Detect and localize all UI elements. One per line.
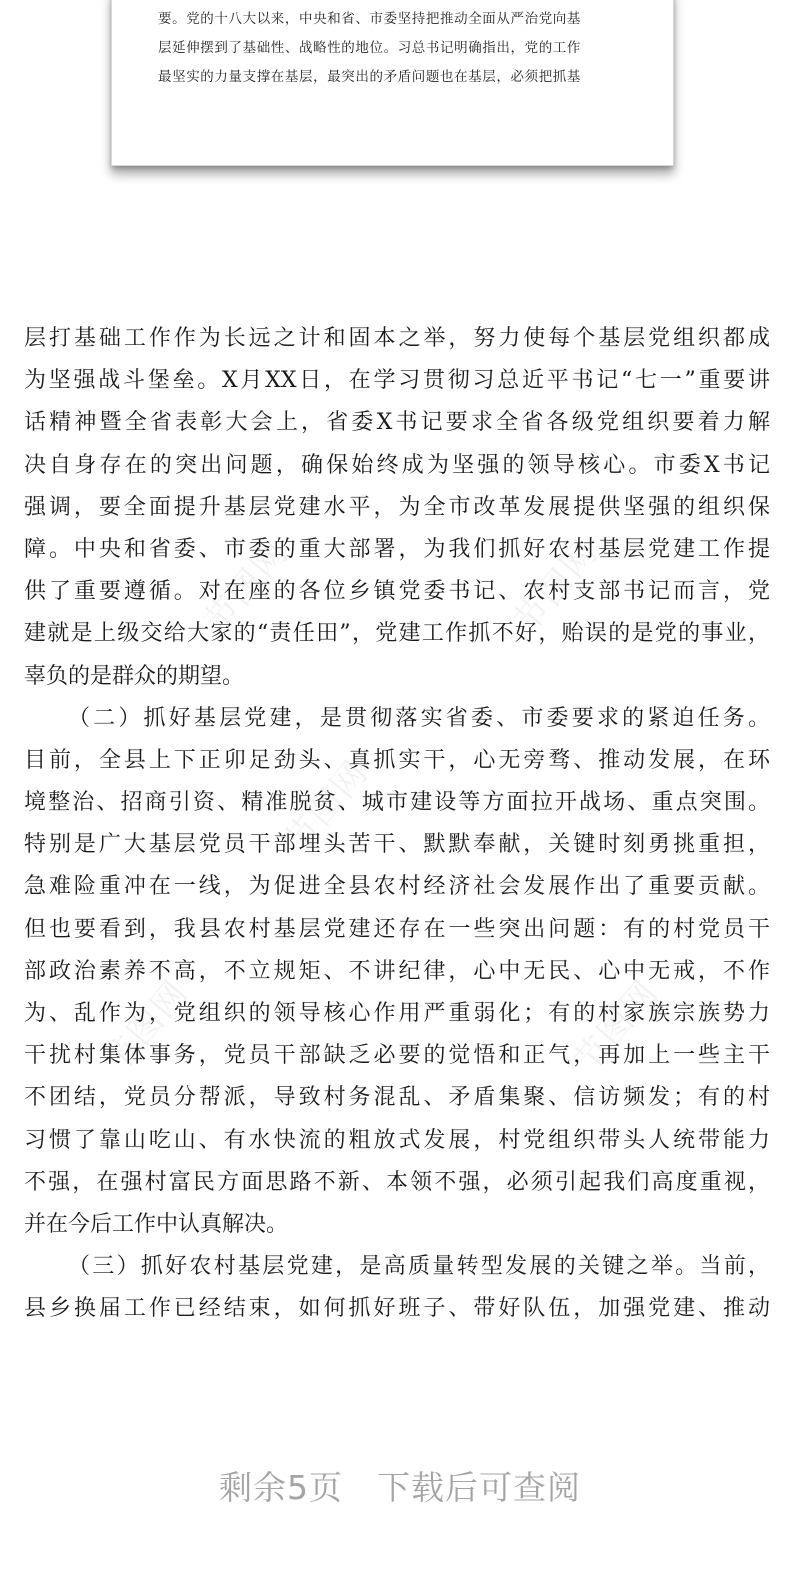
watermark: 节图网 — [96, 972, 197, 1081]
preview-page-card — [111, 0, 674, 166]
document-body — [24, 318, 770, 1331]
text-line: 辜负的是群众的期望。 — [24, 663, 245, 689]
watermark: 节图网 — [276, 752, 377, 861]
download-prompt[interactable] — [0, 1462, 800, 1509]
section-heading-line: （二）抓好基层党建，是贯彻落实省委、市委要求的紧迫任务。 — [68, 705, 770, 731]
remaining-pages-label: 剩余5页 — [219, 1468, 343, 1507]
preview-line: 要。党的十八大以来，中央和省、市委坚持把推动全面从严治党向基 — [158, 11, 581, 27]
watermark: 节图网 — [506, 532, 607, 641]
text-line: 但也要看到，我县农村基层党建还存在一些突出问题：有的村党员干 — [24, 916, 770, 942]
text-line: 决自身存在的突出问题，确保始终成为坚强的领导核心。市委X书记 — [24, 452, 770, 478]
text-line: 境整治、招商引资、精准脱贫、城市建设等方面拉开战场、重点突围。 — [24, 790, 770, 816]
text-line: 不团结，党员分帮派，导致村务混乱、矛盾集聚、信访频发；有的村 — [24, 1085, 770, 1111]
text-line: 不强，在强村富民方面思路不新、本领不强，必须引起我们高度重视， — [24, 1169, 770, 1195]
text-line: 县乡换届工作已经结束，如何抓好班子、带好队伍，加强党建、推动 — [24, 1296, 770, 1322]
preview-line: 最坚实的力量支撑在基层，最突出的矛盾问题也在基层，必须把抓基 — [158, 69, 581, 85]
text-line: 障。中央和省委、市委的重大部署，为我们抓好农村基层党建工作提 — [24, 536, 770, 562]
text-line: 习惯了靠山吃山、有水快流的粗放式发展，村党组织带头人统带能力 — [24, 1127, 770, 1153]
text-line: 为坚强战斗堡垒。X月XX日，在学习贯彻习总近平书记“七一”重要讲 — [24, 368, 770, 394]
text-line: 强调，要全面提升基层党建水平，为全市改革发展提供坚强的组织保 — [24, 494, 770, 520]
text-line: 部政治素养不高，不立规矩、不讲纪律，心中无民、心中无戒，不作 — [24, 958, 770, 984]
download-to-view-label: 下载后可查阅 — [377, 1468, 581, 1507]
text-line: 话精神暨全省表彰大会上，省委X书记要求全省各级党组织要着力解 — [24, 410, 770, 436]
text-line: 建就是上级交给大家的“责任田”，党建工作抓不好，贻误的是党的事业， — [24, 621, 770, 647]
text-line: 为、乱作为，党组织的领导核心作用严重弱化；有的村家族宗族势力 — [24, 1001, 770, 1026]
text-line: 急难险重冲在一线，为促进全县农村经济社会发展作出了重要贡献。 — [24, 874, 770, 900]
text-line: 特别是广大基层党员干部埋头苦干、默默奉献，关键时刻勇挑重担， — [24, 832, 770, 858]
preview-text — [158, 5, 638, 92]
text-line: 并在今后工作中认真解决。 — [24, 1211, 289, 1237]
preview-line: 层延伸摆到了基础性、战略性的地位。习总书记明确指出，党的工作 — [158, 40, 581, 56]
watermark: 节图网 — [196, 532, 297, 641]
text-line: 干扰村集体事务，党员干部缺乏必要的觉悟和正气，再加上一些主干 — [24, 1043, 770, 1069]
text-line: 层打基础工作作为长远之计和固本之举，努力使每个基层党组织都成 — [24, 326, 770, 351]
text-line: 供了重要遵循。对在座的各位乡镇党委书记、农村支部书记而言，党 — [24, 579, 770, 605]
section-heading-line: （三）抓好农村基层党建，是高质量转型发展的关键之举。当前， — [68, 1254, 770, 1280]
watermark: 节图网 — [566, 972, 667, 1081]
text-line: 目前，全县上下正卯足劲头、真抓实干，心无旁骛、推动发展，在环 — [24, 747, 770, 773]
